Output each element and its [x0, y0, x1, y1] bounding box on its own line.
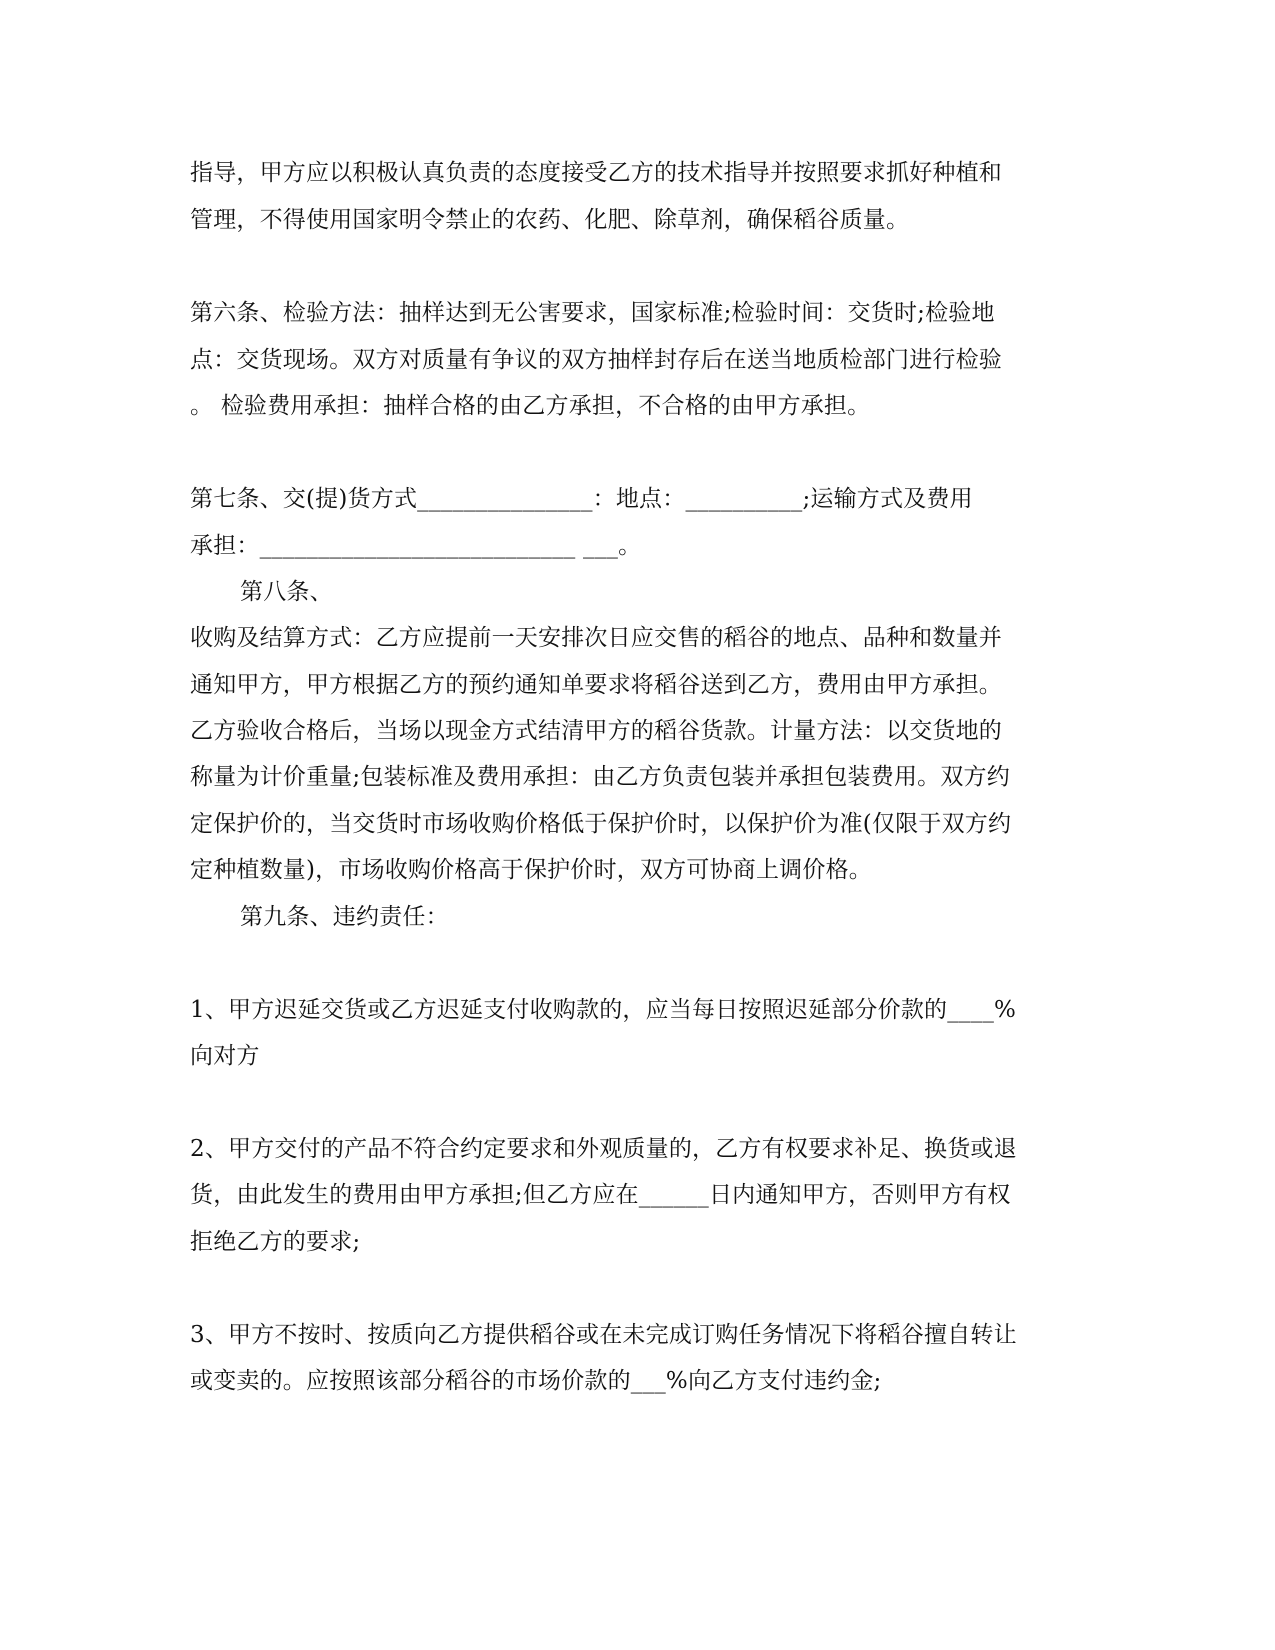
- paragraph-line: 向对方: [190, 1043, 260, 1069]
- paragraph-line: 称量为计价重量;包装标准及费用承担：由乙方负责包装并承担包装费用。双方约: [190, 764, 1010, 790]
- clause-2-line: 2、甲方交付的产品不符合约定要求和外观质量的，乙方有权要求补足、换货或退: [190, 1136, 1017, 1162]
- article-6-line: 第六条、检验方法：抽样达到无公害要求，国家标准;检验时间：交货时;检验地: [190, 300, 995, 326]
- paragraph-line: 或变卖的。应按照该部分稻谷的市场价款的___%向乙方支付违约金;: [190, 1368, 882, 1394]
- article-9-heading: 第九条、违约责任：: [240, 904, 449, 930]
- paragraph-line: 承担：___________________________ ___。: [190, 533, 642, 559]
- paragraph-line: 管理，不得使用国家明令禁止的农药、化肥、除草剂，确保稻谷质量。: [190, 207, 910, 233]
- paragraph-line: 通知甲方，甲方根据乙方的预约通知单要求将稻谷送到乙方，费用由甲方承担。: [190, 672, 1002, 698]
- paragraph-line: 收购及结算方式：乙方应提前一天安排次日应交售的稻谷的地点、品种和数量并: [190, 625, 1002, 651]
- paragraph-line: 指导，甲方应以积极认真负责的态度接受乙方的技术指导并按照要求抓好种植和: [190, 160, 1002, 186]
- clause-1-line: 1、甲方迟延交货或乙方迟延支付收购款的，应当每日按照迟延部分价款的____%: [190, 997, 1017, 1023]
- paragraph-line: 点：交货现场。双方对质量有争议的双方抽样封存后在送当地质检部门进行检验: [190, 347, 1002, 373]
- clause-3-line: 3、甲方不按时、按质向乙方提供稻谷或在未完成订购任务情况下将稻谷擅自转让: [190, 1322, 1017, 1348]
- paragraph-line: 。 检验费用承担：抽样合格的由乙方承担，不合格的由甲方承担。: [190, 393, 871, 419]
- article-8-heading: 第八条、: [240, 579, 333, 605]
- paragraph-line: 货，由此发生的费用由甲方承担;但乙方应在______日内通知甲方，否则甲方有权: [190, 1182, 1011, 1208]
- paragraph-line: 拒绝乙方的要求;: [190, 1229, 361, 1255]
- paragraph-line: 乙方验收合格后，当场以现金方式结清甲方的稻谷货款。计量方法：以交货地的: [190, 718, 1002, 744]
- paragraph-line: 定种植数量)，市场收购价格高于保护价时，双方可协商上调价格。: [190, 857, 872, 883]
- paragraph-line: 定保护价的，当交货时市场收购价格低于保护价时，以保护价为准(仅限于双方约: [190, 811, 1012, 837]
- article-7-line: 第七条、交(提)货方式_______________：地点：__________;运输方式及费用: [190, 486, 973, 512]
